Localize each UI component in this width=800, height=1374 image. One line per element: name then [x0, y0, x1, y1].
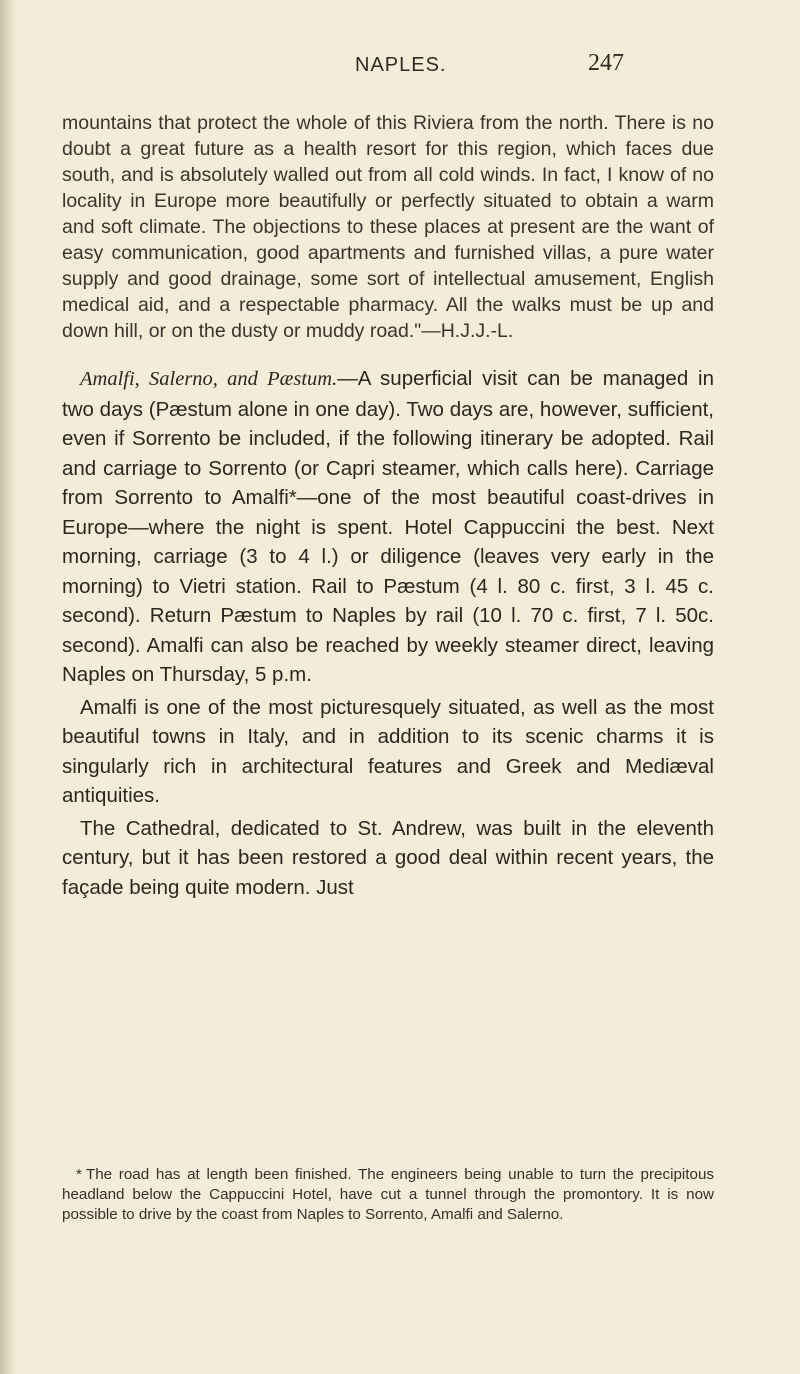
- footnote: [62, 1165, 714, 1225]
- page-header: [0, 50, 800, 90]
- amalfi-intro-paragraph: [62, 364, 714, 690]
- footnote-mark: *: [76, 1166, 82, 1183]
- amalfi-paragraph-2: Amalfi is one of the most picturesquely situated, as well as the most beautiful towns in Italy, and in addition to its scenic charms it is singularly rich in architectural features and Greek and Mediæval antiquities.: [62, 695, 714, 807]
- section-heading: Amalfi, Salerno, and Pæstum.: [80, 368, 338, 390]
- quote-block: [62, 110, 714, 344]
- page-number: 247: [588, 50, 624, 76]
- page-body: [62, 110, 714, 905]
- footnote-text: The road has at length been finished. The engineers being unable to turn the precipitous headland below the Cappuccini Hotel, have cut a tunnel through the promontory. It is now possible to drive by the coast from Naples to Sorrento, Amalfi and Salerno.: [62, 1166, 714, 1223]
- cathedral-paragraph: The Cathedral, dedicated to St. Andrew, was built in the eleventh century, but it has been restored a good deal within recent years, the façade being quite modern. Just: [62, 816, 714, 899]
- binding-shadow: [0, 0, 18, 1374]
- amalfi-section: [62, 364, 714, 902]
- quote-paragraph: mountains that protect the whole of this Riviera from the north. There is no doubt a great future as a health resort for this region, which faces due south, and is absolutely walled out from all cold winds. In fact, I know of no locality in Europe more beautifully or perfectly situated to obtain a warm and soft climate. The objections to these places at present are the want of easy communication, good apartments and furnished villas, a pure water supply and good drainage, some sort of intellectual amusement, English medical aid, and a respectable pharmacy. All the walks must be up and down hill, or on the dusty or muddy road."—H.J.J.-L.: [62, 112, 714, 342]
- running-head: NAPLES.: [355, 54, 447, 76]
- amalfi-intro-text: —A superficial visit can be managed in two days (Pæstum alone in one day). Two days are, however, sufficient, even if Sorrento be included, if the following itinerary be adopted. Rail and carriage to Sorrento (or Capri steamer, which calls here). Carriage from Sorrento to Amalfi*—one of the most beautiful coast-drives in Europe—where the night is spent. Hotel Cappuccini the best. Next morning, carriage (3 to 4 l.) or diligence (leaves very early in the morning) to Vietri station. Rail to Pæstum (4 l. 80 c. first, 3 l. 45 c. second). Return Pæstum to Naples by rail (10 l. 70 c. first, 7 l. 50c. second). Amalfi can also be reached by weekly steamer direct, leaving Naples on Thursday, 5 p.m.: [62, 367, 714, 686]
